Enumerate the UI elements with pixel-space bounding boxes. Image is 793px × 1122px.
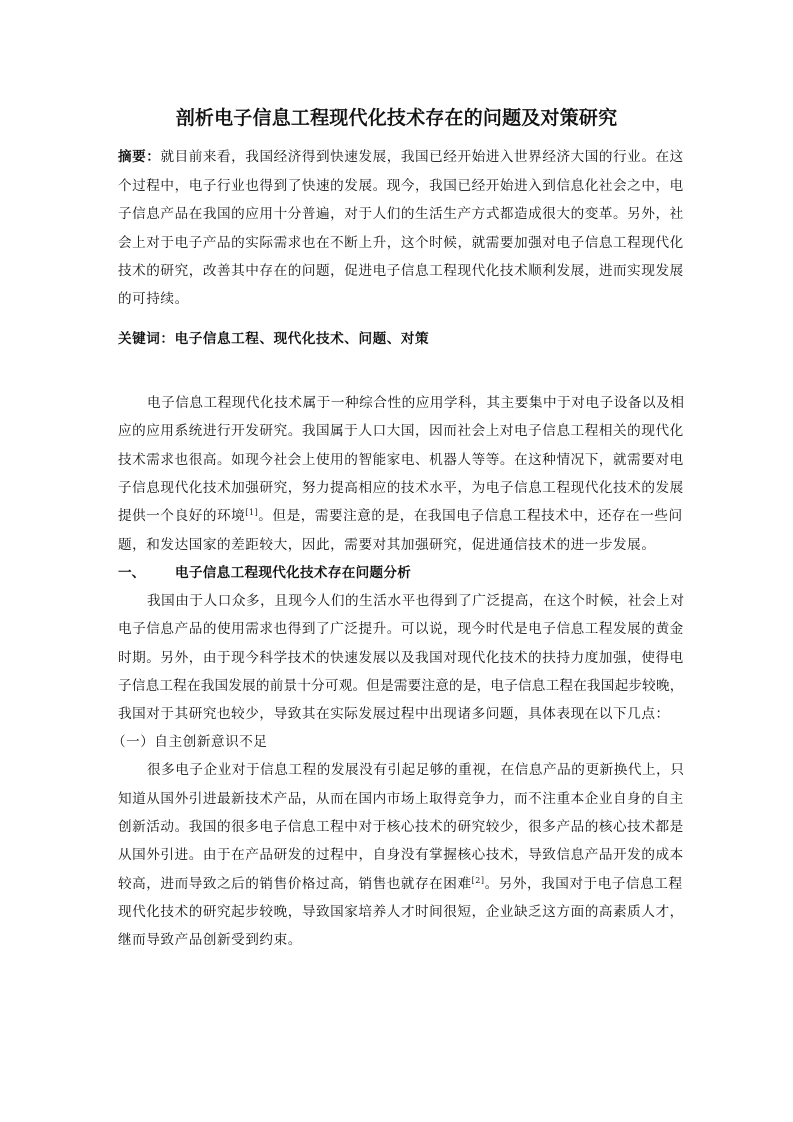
subsection-line: 继而导致产品创新受到约束。: [118, 932, 302, 948]
keywords-text: 电子信息工程、现代化技术、问题、对策: [174, 331, 430, 347]
citation-ref[interactable]: [1]: [245, 508, 259, 517]
citation-ref[interactable]: [2]: [471, 876, 485, 885]
abstract-line: 技术的研究，改善其中存在的问题，促进电子信息工程现代化技术顺利发展，进而实现发展: [118, 263, 684, 279]
keywords-label: 关键词：: [118, 331, 175, 347]
document-title: 剖析电子信息工程现代化技术存在的问题及对策研究: [175, 107, 618, 129]
section-number: 一、: [118, 565, 146, 581]
intro-line: 电子信息工程现代化技术属于一种综合性的应用学科，其主要集中于对电子设备以及相: [147, 395, 685, 411]
intro-text: 提供一个良好的环境: [118, 508, 246, 524]
section-line: 电子信息产品的使用需求也得到了广泛提升。可以说，现今时代是电子信息工程发展的黄金: [118, 621, 684, 637]
intro-line: 题，和发达国家的差距较大，因此，需要对其加强研究，促进通信技术的进一步发展。: [118, 537, 656, 553]
section-line: 我国对于其研究也较少，导致其在实际发展过程中出现诸多问题，具体表现在以下几点：: [118, 706, 670, 722]
abstract-text: 就目前来看，我国经济得到快速发展，我国已经开始进入世界经济大国的行业。在这: [160, 149, 684, 165]
keywords-line: [118, 329, 678, 349]
subsection-line: 知道从国外引进最新技术产品，从而在国内市场上取得竞争力，而不注重本企业自身的自主: [118, 791, 684, 807]
subsection-line: [118, 874, 683, 894]
intro-line: 技术需求也很高。如现今社会上使用的智能家电、机器人等等。在这种情况下，就需要对电: [118, 452, 684, 468]
abstract-line: 会上对于电子产品的实际需求也在不断上升，这个时候，就需要加强对电子信息工程现代化: [118, 235, 684, 251]
subsection-line: 创新活动。我国的很多电子信息工程中对于核心技术的研究较少，很多产品的核心技术都是: [118, 819, 684, 835]
intro-text: 。但是，需要注意的是，在我国电子信息工程技术中，还存在一些问: [258, 508, 683, 524]
subsection-text: 。另外，我国对于电子信息工程: [484, 876, 683, 892]
subsection-line: 很多电子企业对于信息工程的发展没有引起足够的重视，在信息产品的更新换代上，只: [147, 762, 685, 778]
section-line: 子信息工程在我国发展的前景十分可观。但是需要注意的是，电子信息工程在我国起步较晚，: [118, 678, 684, 694]
section-heading: 电子信息工程现代化技术存在问题分析: [175, 565, 412, 581]
section-line: 时期。另外，由于现今科学技术的快速发展以及我国对现代化技术的扶持力度加强，使得电: [118, 650, 684, 666]
subsection-line: 从国外引进。由于在产品研发的过程中，自身没有掌握核心技术，导致信息产品开发的成本: [118, 847, 684, 863]
subsection-line: 现代化技术的研究起步较晚，导致国家培养人才时间很短，企业缺乏这方面的高素质人才，: [118, 904, 684, 920]
intro-line: 子信息现代化技术加强研究，努力提高相应的技术水平，为电子信息工程现代化技术的发展: [118, 480, 684, 496]
intro-line: [118, 506, 683, 526]
section-line: 我国由于人口众多，且现今人们的生活水平也得到了广泛提高，在这个时候，社会上对: [147, 593, 685, 609]
abstract-line: 的可持续。: [118, 291, 189, 307]
intro-line: 应的应用系统进行开发研究。我国属于人口大国，因而社会上对电子信息工程相关的现代化: [118, 423, 684, 439]
abstract-line: [118, 147, 684, 167]
abstract-line: 子信息产品在我国的应用十分普遍，对于人们的生活生产方式都造成很大的变革。另外，社: [118, 206, 684, 222]
abstract-line: 个过程中，电子行业也得到了快速的发展。现今，我国已经开始进入到信息化社会之中，电: [118, 178, 684, 194]
subsection-text: 较高，进而导致之后的销售价格过高，销售也就存在困难: [118, 876, 472, 892]
subsection-heading: （一）自主创新意识不足: [112, 734, 268, 750]
abstract-label: 摘要：: [118, 149, 161, 165]
